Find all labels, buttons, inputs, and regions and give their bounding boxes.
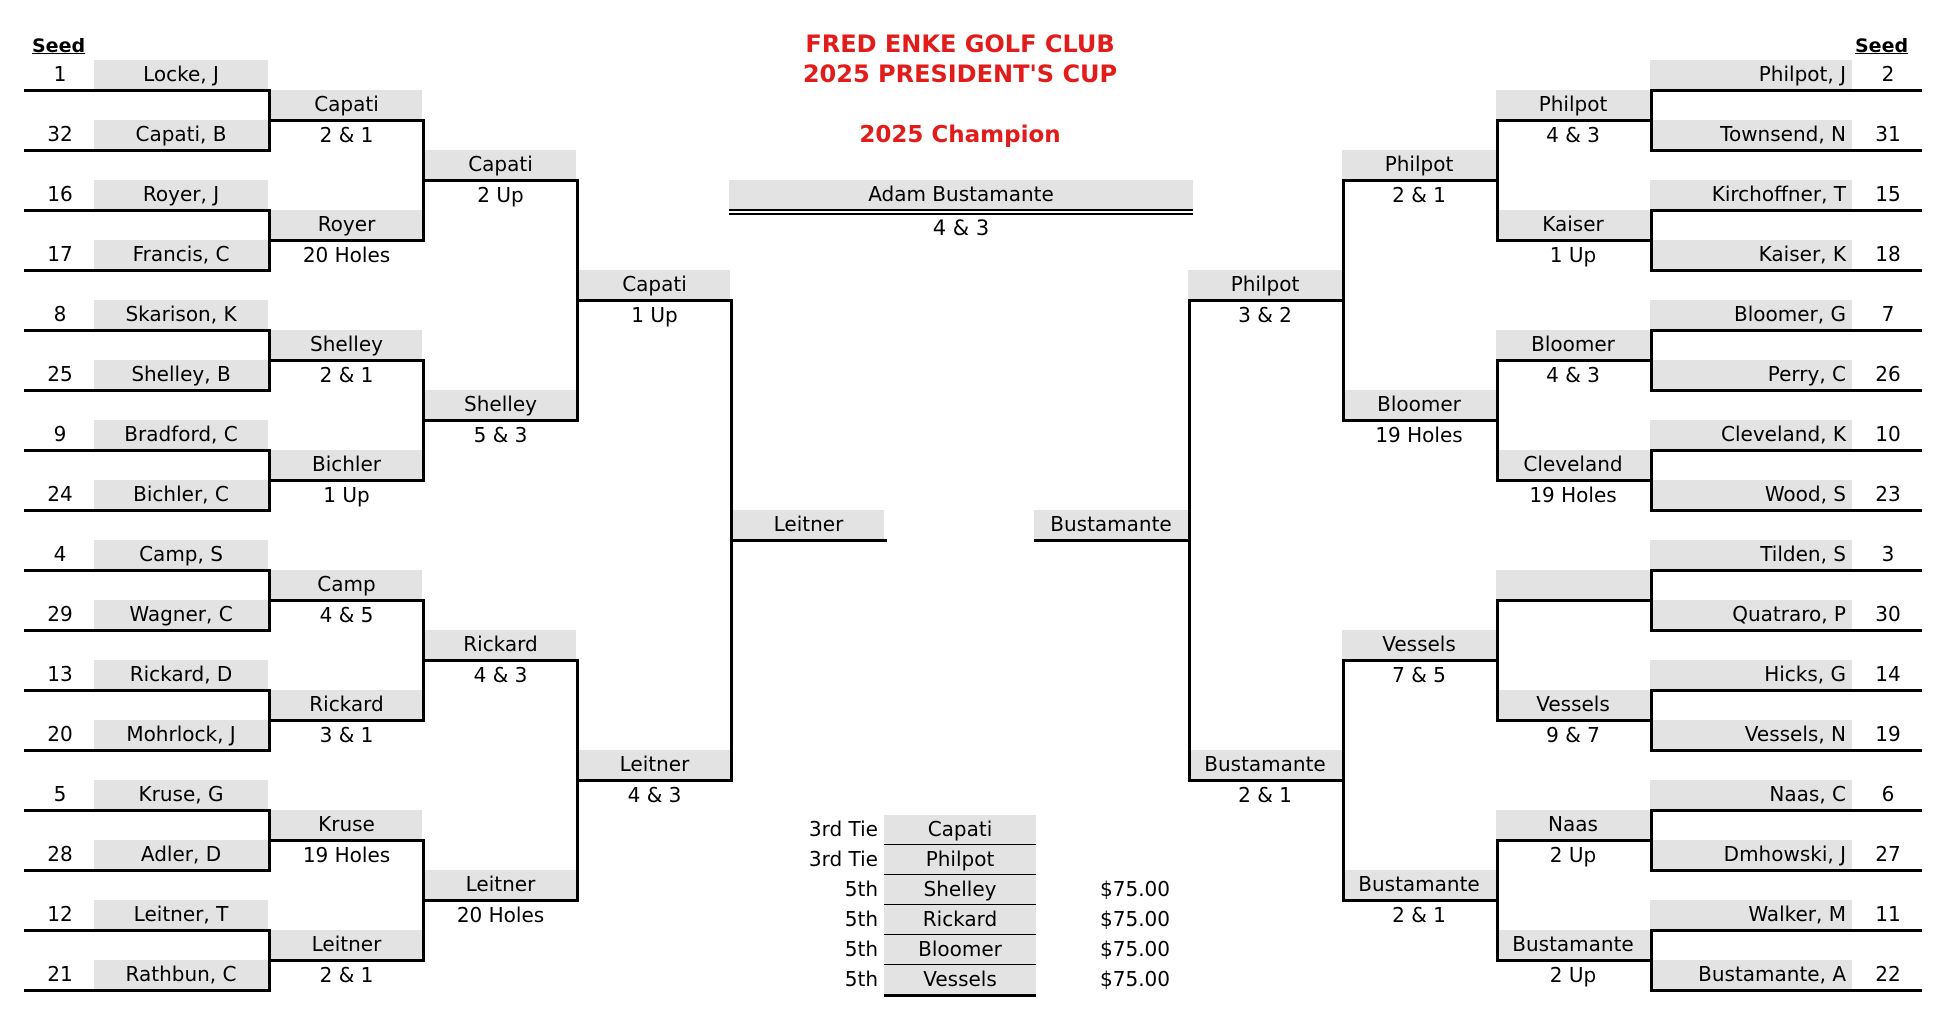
bracket-connector <box>1496 119 1499 242</box>
player-name: Townsend, N <box>1650 120 1852 149</box>
placing-label: 3rd Tie <box>808 847 878 871</box>
round2-score: 1 Up <box>1549 243 1597 267</box>
bracket-line <box>268 119 425 122</box>
round2-score: 2 & 1 <box>319 123 374 147</box>
bracket-connector <box>1650 569 1653 632</box>
round3-score: 20 Holes <box>456 903 545 927</box>
round2-score: 2 & 1 <box>319 363 374 387</box>
bracket-connector <box>1650 89 1653 152</box>
round3-score: 2 & 1 <box>1392 183 1446 207</box>
player-name: Royer, J <box>94 180 268 209</box>
bracket-line <box>1650 929 1922 932</box>
bracket-line <box>422 659 579 662</box>
bracket-line <box>1496 359 1653 362</box>
round2-winner: Bustamante <box>1496 930 1650 959</box>
round2-score: 9 & 7 <box>1546 723 1600 747</box>
round3-winner: Shelley <box>425 390 576 419</box>
round2-score: 2 & 1 <box>319 963 374 987</box>
bracket-connector <box>422 359 425 482</box>
player-name: Skarison, K <box>94 300 268 329</box>
bracket-line <box>1650 809 1922 812</box>
round3-score: 19 Holes <box>1375 423 1463 447</box>
player-name: Adler, D <box>94 840 268 869</box>
player-name: Hicks, G <box>1650 660 1852 689</box>
seed-number: 23 <box>1875 482 1901 506</box>
seed-number: 9 <box>53 422 67 446</box>
event-title: 2025 PRESIDENT'S CUP <box>802 60 1118 88</box>
round2-winner: Capati <box>271 90 422 119</box>
player-name: Shelley, B <box>94 360 268 389</box>
round2-winner: Vessels <box>1496 690 1650 719</box>
seed-number: 31 <box>1875 122 1901 146</box>
placing-name: Rickard <box>884 905 1036 934</box>
bracket-connector <box>1188 299 1191 782</box>
player-name: Leitner, T <box>94 900 268 929</box>
bracket-line <box>24 89 271 92</box>
round2-winner: Naas <box>1496 810 1650 839</box>
bracket-line <box>422 899 579 902</box>
seed-number: 11 <box>1875 902 1901 926</box>
bracket-connector <box>422 839 425 962</box>
seed-number: 14 <box>1875 662 1901 686</box>
seed-number: 10 <box>1875 422 1901 446</box>
bracket-line <box>268 839 425 842</box>
bracket-connector <box>1650 449 1653 512</box>
round3-score: 2 & 1 <box>1392 903 1446 927</box>
bracket-line <box>1496 719 1653 722</box>
placing-label: 5th <box>844 967 878 991</box>
player-name: Rickard, D <box>94 660 268 689</box>
champion-score: 4 & 3 <box>932 216 990 240</box>
bracket-line <box>1188 779 1345 782</box>
bracket-line <box>1650 449 1922 452</box>
player-name: Wagner, C <box>94 600 268 629</box>
finalist-right: Bustamante <box>1034 510 1188 539</box>
bracket-line <box>24 269 271 272</box>
bracket-line <box>1496 119 1653 122</box>
seed-number: 7 <box>1881 302 1895 326</box>
seed-number: 4 <box>53 542 67 566</box>
champion-name: Adam Bustamante <box>729 180 1193 209</box>
bracket-line <box>1650 329 1922 332</box>
bracket-line <box>268 239 425 242</box>
round2-score: 19 Holes <box>1529 483 1617 507</box>
bracket-line <box>422 179 579 182</box>
seed-header-left: Seed <box>32 35 86 57</box>
placing-name: Shelley <box>884 875 1036 904</box>
seed-number: 8 <box>53 302 67 326</box>
placing-name: Capati <box>884 815 1036 844</box>
seed-number: 12 <box>47 902 73 926</box>
round2-winner: Rickard <box>271 690 422 719</box>
player-name: Dmhowski, J <box>1650 840 1852 869</box>
bracket-connector <box>268 329 271 392</box>
bracket-line <box>24 449 271 452</box>
seed-number: 16 <box>47 182 73 206</box>
placing-prize: $75.00 <box>1100 907 1170 931</box>
round3-winner: Vessels <box>1342 630 1496 659</box>
round2-score: 4 & 3 <box>1546 123 1600 147</box>
round4-winner: Philpot <box>1188 270 1342 299</box>
seed-number: 17 <box>47 242 73 266</box>
placing-label: 5th <box>844 937 878 961</box>
bracket-connector <box>1650 809 1653 872</box>
seed-number: 20 <box>47 722 73 746</box>
round3-score: 7 & 5 <box>1392 663 1446 687</box>
bracket-line <box>24 629 271 632</box>
seed-header-right: Seed <box>1855 35 1909 57</box>
player-name: Vessels, N <box>1650 720 1852 749</box>
bracket-line <box>268 359 425 362</box>
bracket-line <box>24 329 271 332</box>
placing-underline <box>884 994 1036 997</box>
bracket-line <box>268 719 425 722</box>
seed-number: 21 <box>47 962 73 986</box>
seed-number: 22 <box>1875 962 1901 986</box>
bracket-connector <box>268 89 271 152</box>
seed-number: 25 <box>47 362 73 386</box>
bracket-connector <box>268 209 271 272</box>
bracket-line <box>268 599 425 602</box>
player-name: Quatraro, P <box>1650 600 1852 629</box>
player-name: Capati, B <box>94 120 268 149</box>
player-name: Francis, C <box>94 240 268 269</box>
round3-score: 5 & 3 <box>473 423 528 447</box>
bracket-line <box>1034 539 1191 542</box>
bracket-line <box>24 149 271 152</box>
round2-winner: Cleveland <box>1496 450 1650 479</box>
seed-number: 28 <box>47 842 73 866</box>
bracket-connector <box>1496 839 1499 962</box>
round3-winner: Leitner <box>425 870 576 899</box>
round2-score: 4 & 5 <box>319 603 374 627</box>
bracket-line <box>576 299 733 302</box>
round2-winner: Leitner <box>271 930 422 959</box>
round2-score: 1 Up <box>323 483 370 507</box>
bracket-connector <box>1342 179 1345 422</box>
bracket-line <box>1650 689 1922 692</box>
bracket-connector <box>1650 329 1653 392</box>
placing-label: 3rd Tie <box>808 817 878 841</box>
round3-winner: Capati <box>425 150 576 179</box>
bracket-line <box>268 959 425 962</box>
round2-score: 4 & 3 <box>1546 363 1600 387</box>
champion-underline <box>729 209 1193 211</box>
bracket-line <box>1188 299 1345 302</box>
round2-winner <box>1496 570 1650 599</box>
placing-prize: $75.00 <box>1100 937 1170 961</box>
seed-number: 3 <box>1881 542 1895 566</box>
bracket-line <box>1650 569 1922 572</box>
seed-number: 30 <box>1875 602 1901 626</box>
seed-number: 13 <box>47 662 73 686</box>
bracket-connector <box>422 119 425 242</box>
player-name: Bichler, C <box>94 480 268 509</box>
bracket-connector <box>1650 929 1653 992</box>
bracket-line <box>1496 479 1653 482</box>
seed-number: 27 <box>1875 842 1901 866</box>
seed-number: 18 <box>1875 242 1901 266</box>
bracket-connector <box>268 449 271 512</box>
round4-score: 2 & 1 <box>1238 783 1292 807</box>
seed-number: 29 <box>47 602 73 626</box>
placing-name: Philpot <box>884 845 1036 874</box>
bracket-line <box>1496 839 1653 842</box>
round2-score: 20 Holes <box>302 243 391 267</box>
seed-number: 5 <box>53 782 67 806</box>
bracket-line <box>1650 749 1922 752</box>
seed-number: 26 <box>1875 362 1901 386</box>
finalist-left: Leitner <box>733 510 884 539</box>
player-name: Philpot, J <box>1650 60 1852 89</box>
round3-winner: Philpot <box>1342 150 1496 179</box>
bracket-line <box>1496 959 1653 962</box>
bracket-line <box>422 419 579 422</box>
seed-number: 15 <box>1875 182 1901 206</box>
player-name: Wood, S <box>1650 480 1852 509</box>
round4-score: 3 & 2 <box>1238 303 1292 327</box>
bracket-connector <box>268 689 271 752</box>
bracket-line <box>24 569 271 572</box>
round4-winner: Leitner <box>579 750 730 779</box>
bracket-line <box>1496 599 1653 602</box>
bracket-line <box>1342 899 1499 902</box>
bracket-connector <box>1342 659 1345 902</box>
bracket-connector <box>1650 209 1653 272</box>
player-name: Rathbun, C <box>94 960 268 989</box>
round2-winner: Kaiser <box>1496 210 1650 239</box>
placing-label: 5th <box>844 877 878 901</box>
bracket-line <box>1650 149 1922 152</box>
placing-name: Bloomer <box>884 935 1036 964</box>
round2-score: 19 Holes <box>302 843 391 867</box>
round3-winner: Bloomer <box>1342 390 1496 419</box>
round4-score: 1 Up <box>631 303 678 327</box>
bracket-connector <box>1650 689 1653 752</box>
round4-score: 4 & 3 <box>627 783 682 807</box>
player-name: Kirchoffner, T <box>1650 180 1852 209</box>
round2-winner: Camp <box>271 570 422 599</box>
bracket-line <box>24 809 271 812</box>
player-name: Bradford, C <box>94 420 268 449</box>
bracket-connector <box>576 659 579 902</box>
player-name: Kruse, G <box>94 780 268 809</box>
player-name: Camp, S <box>94 540 268 569</box>
seed-number: 24 <box>47 482 73 506</box>
bracket-connector <box>730 299 733 782</box>
bracket-line <box>24 209 271 212</box>
round2-winner: Kruse <box>271 810 422 839</box>
bracket-line <box>1650 389 1922 392</box>
bracket-line <box>1650 209 1922 212</box>
bracket-line <box>730 539 887 542</box>
bracket-connector <box>1496 599 1499 722</box>
player-name: Naas, C <box>1650 780 1852 809</box>
player-name: Bustamante, A <box>1650 960 1852 989</box>
player-name: Bloomer, G <box>1650 300 1852 329</box>
round2-winner: Bloomer <box>1496 330 1650 359</box>
bracket-line <box>24 749 271 752</box>
player-name: Kaiser, K <box>1650 240 1852 269</box>
seed-number: 1 <box>53 62 67 86</box>
round3-score: 4 & 3 <box>473 663 528 687</box>
round2-score: 2 Up <box>1549 843 1597 867</box>
placing-prize: $75.00 <box>1100 877 1170 901</box>
bracket-line <box>24 509 271 512</box>
bracket-connector <box>1496 359 1499 482</box>
bracket-line <box>1650 89 1922 92</box>
round2-winner: Shelley <box>271 330 422 359</box>
bracket-connector <box>268 569 271 632</box>
bracket-line <box>1342 179 1499 182</box>
round2-score: 2 Up <box>1549 963 1597 987</box>
bracket-line <box>1650 629 1922 632</box>
round4-winner: Capati <box>579 270 730 299</box>
bracket-line <box>1650 989 1922 992</box>
player-name: Locke, J <box>94 60 268 89</box>
round2-score: 3 & 1 <box>319 723 374 747</box>
bracket-line <box>1342 659 1499 662</box>
seed-number: 32 <box>47 122 73 146</box>
bracket-line <box>1342 419 1499 422</box>
bracket-connector <box>268 809 271 872</box>
bracket-line <box>24 929 271 932</box>
round2-winner: Philpot <box>1496 90 1650 119</box>
seed-number: 6 <box>1881 782 1895 806</box>
player-name: Mohrlock, J <box>94 720 268 749</box>
placing-name: Vessels <box>884 965 1036 994</box>
club-title: FRED ENKE GOLF CLUB <box>805 30 1115 58</box>
seed-number: 19 <box>1875 722 1901 746</box>
bracket-connector <box>422 599 425 722</box>
player-name: Cleveland, K <box>1650 420 1852 449</box>
bracket-connector <box>268 929 271 992</box>
bracket-line <box>1650 509 1922 512</box>
bracket-line <box>268 479 425 482</box>
round2-winner: Bichler <box>271 450 422 479</box>
bracket-line <box>24 389 271 392</box>
round3-winner: Rickard <box>425 630 576 659</box>
round2-winner: Royer <box>271 210 422 239</box>
placing-prize: $75.00 <box>1100 967 1170 991</box>
bracket-line <box>1650 269 1922 272</box>
player-name: Tilden, S <box>1650 540 1852 569</box>
round4-winner: Bustamante <box>1188 750 1342 779</box>
seed-number: 2 <box>1881 62 1895 86</box>
player-name: Perry, C <box>1650 360 1852 389</box>
round3-score: 2 Up <box>477 183 524 207</box>
champion-heading: 2025 Champion <box>859 122 1061 148</box>
round3-winner: Bustamante <box>1342 870 1496 899</box>
bracket-line <box>24 989 271 992</box>
bracket-line <box>1650 869 1922 872</box>
bracket-line <box>24 869 271 872</box>
placing-label: 5th <box>844 907 878 931</box>
bracket-line <box>24 689 271 692</box>
bracket-line <box>1496 239 1653 242</box>
bracket-connector <box>576 179 579 422</box>
bracket-line <box>576 779 733 782</box>
player-name: Walker, M <box>1650 900 1852 929</box>
